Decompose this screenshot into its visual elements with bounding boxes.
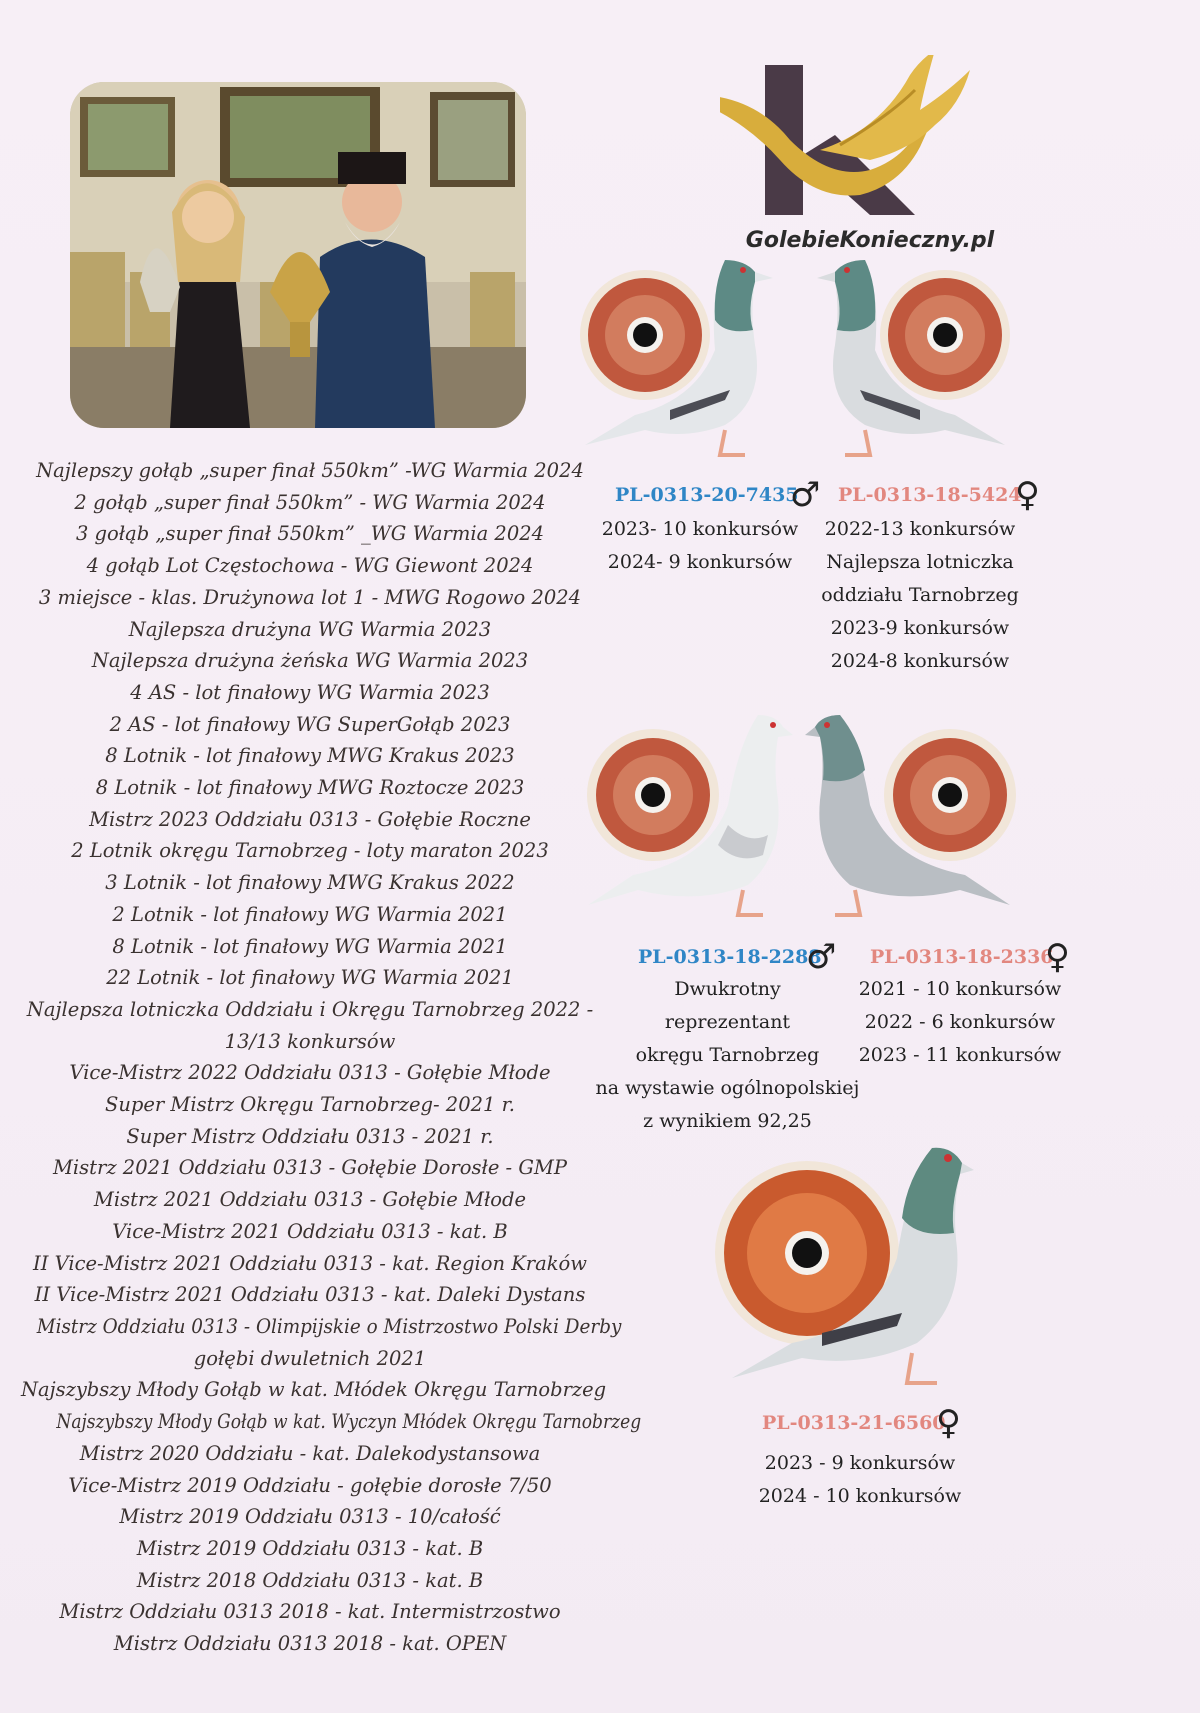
logo-text: GolebieKonieczny.pl xyxy=(745,228,995,253)
achievement-line: 8 Lotnik - lot finałowy MWG Roztocze 2023 xyxy=(95,776,525,800)
achievement-line: 13/13 konkursów xyxy=(224,1029,396,1053)
pigeon-info-5424 xyxy=(800,513,1040,678)
pigeon-ring-2336: PL-0313-18-2336 xyxy=(870,946,1054,968)
male-symbol-icon: ♂ xyxy=(806,937,837,977)
achievement-line: gołębi dwuletnich 2021 xyxy=(193,1346,427,1370)
achievement-line: 2 gołąb „super finał 550km” - WG Warmia 2024 xyxy=(74,490,546,514)
pigeon-photo-5424 xyxy=(800,250,1015,465)
achievement-line: Najlepsza lotniczka Oddziału i Okręgu Tarnobrzeg 2022 - xyxy=(26,997,594,1021)
achievement-line: Vice-Mistrz 2022 Oddziału 0313 - Gołębie Młode xyxy=(69,1061,551,1085)
female-symbol-icon: ♀ xyxy=(936,1403,961,1443)
info-line: 2023 - 11 konkursów xyxy=(858,1044,1062,1066)
achievement-line: Mistrz 2020 Oddziału - kat. Dalekodystansowa xyxy=(79,1441,541,1465)
achievement-line: Mistrz 2019 Oddziału 0313 - kat. B xyxy=(136,1536,484,1560)
achievement-line: Najlepszy gołąb „super finał 550km” -WG Warmia 2024 xyxy=(36,459,584,482)
achievement-line: Najszybszy Młody Gołąb w kat. Młódek Okręgu Tarnobrzeg xyxy=(20,1378,607,1402)
info-line: 2022-13 konkursów xyxy=(824,518,1016,540)
achievement-line: 4 AS - lot finałowy WG Warmia 2023 xyxy=(130,680,490,704)
pigeon-info-7435 xyxy=(600,513,800,579)
info-line: 2023-9 konkursów xyxy=(830,617,1010,639)
info-line: 2023 - 9 konkursów xyxy=(764,1452,956,1474)
info-line: reprezentant xyxy=(664,1011,791,1033)
achievement-line: Mistrz Oddziału 0313 2018 - kat. Intermistrzostwo xyxy=(59,1600,561,1624)
info-line: okręgu Tarnobrzeg xyxy=(635,1044,820,1066)
pigeon-photo-7435 xyxy=(575,250,790,465)
achievement-line: Najlepsza drużyna WG Warmia 2023 xyxy=(128,617,492,641)
info-line: 2024-8 konkursów xyxy=(830,650,1010,672)
achievement-line: 2 Lotnik - lot finałowy WG Warmia 2021 xyxy=(112,902,508,926)
info-line: 2022 - 6 konkursów xyxy=(864,1011,1056,1033)
achievements-list xyxy=(20,455,642,1660)
breeders-photo xyxy=(70,82,526,428)
achievement-line: 3 gołąb „super finał 550km” _WG Warmia 2024 xyxy=(75,522,545,546)
achievement-line: Mistrz 2021 Oddziału 0313 - Gołębie Młode xyxy=(93,1188,527,1212)
male-symbol-icon: ♂ xyxy=(790,475,821,515)
info-line: Dwukrotny xyxy=(674,978,781,1000)
pigeon-ring-2288: PL-0313-18-2288 xyxy=(638,946,822,968)
info-line: Najlepsza lotniczka xyxy=(826,551,1014,573)
info-line: 2023- 10 konkursów xyxy=(601,518,799,540)
achievement-line: 2 Lotnik okręgu Tarnobrzeg - loty maraton 2023 xyxy=(71,839,549,863)
achievement-line: Mistrz 2023 Oddziału 0313 - Gołębie Roczne xyxy=(89,807,531,831)
pigeon-ring-5424: PL-0313-18-5424 xyxy=(838,484,1022,506)
achievement-line: 8 Lotnik - lot finałowy MWG Krakus 2023 xyxy=(105,744,515,768)
achievement-line: 22 Lotnik - lot finałowy WG Warmia 2021 xyxy=(106,966,514,990)
female-symbol-icon: ♀ xyxy=(1045,937,1070,977)
info-line: z wynikiem 92,25 xyxy=(643,1110,812,1132)
info-line: 2024 - 10 konkursów xyxy=(758,1485,962,1507)
pigeon-info-2288 xyxy=(595,973,860,1138)
achievement-line: Super Mistrz Okręgu Tarnobrzeg- 2021 r. xyxy=(104,1093,516,1117)
achievement-line: Mistrz Oddziału 0313 2018 - kat. OPEN xyxy=(113,1632,507,1656)
achievement-line: 4 gołąb Lot Częstochowa - WG Giewont 2024 xyxy=(86,554,534,578)
pigeon-photo-2288 xyxy=(578,705,793,920)
golden-bird-icon xyxy=(720,55,970,196)
achievement-line: 2 AS - lot finałowy WG SuperGołąb 2023 xyxy=(109,712,511,736)
achievement-line: Najszybszy Młody Gołąb w kat. Wyczyn Młódek Okręgu Tarnobrzeg xyxy=(56,1410,642,1434)
achievement-line: Mistrz 2018 Oddziału 0313 - kat. B xyxy=(136,1568,484,1592)
pigeon-photo-6560 xyxy=(712,1138,982,1388)
info-line: 2021 - 10 konkursów xyxy=(858,978,1062,1000)
pigeon-info-6560 xyxy=(745,1447,975,1513)
achievement-line: Mistrz Oddziału 0313 - Olimpijskie o Mistrzostwo Polski Derby xyxy=(36,1314,622,1338)
female-symbol-icon: ♀ xyxy=(1015,475,1040,515)
achievement-line: Vice-Mistrz 2019 Oddziału - gołębie dorosłe 7/50 xyxy=(68,1473,552,1497)
achievement-line: II Vice-Mistrz 2021 Oddziału 0313 - kat. Daleki Dystans xyxy=(34,1283,586,1307)
pigeon-ring-7435: PL-0313-20-7435 xyxy=(615,484,799,506)
achievement-line: 8 Lotnik - lot finałowy WG Warmia 2021 xyxy=(112,934,508,958)
achievement-line: Super Mistrz Oddziału 0313 - 2021 r. xyxy=(126,1124,494,1148)
achievement-line: Mistrz 2019 Oddziału 0313 - 10/całość xyxy=(119,1505,501,1529)
achievement-line: II Vice-Mistrz 2021 Oddziału 0313 - kat. Region Kraków xyxy=(33,1251,587,1275)
achievement-line: 3 Lotnik - lot finałowy MWG Krakus 2022 xyxy=(105,871,515,895)
achievement-line: 3 miejsce - klas. Drużynowa lot 1 - MWG Rogowo 2024 xyxy=(38,585,582,609)
achievement-line: Vice-Mistrz 2021 Oddziału 0313 - kat. B xyxy=(112,1219,508,1243)
info-line: na wystawie ogólnopolskiej xyxy=(595,1077,860,1099)
achievement-line: Mistrz 2021 Oddziału 0313 - Gołębie Dorosłe - GMP xyxy=(52,1156,568,1180)
info-line: oddziału Tarnobrzeg xyxy=(821,584,1019,606)
pigeon-info-2336 xyxy=(850,973,1070,1072)
achievement-line: Najlepsza drużyna żeńska WG Warmia 2023 xyxy=(91,649,529,673)
pigeon-photo-2336 xyxy=(805,705,1020,920)
info-line: 2024- 9 konkursów xyxy=(607,551,793,573)
pigeon-ring-6560: PL-0313-21-6560 xyxy=(762,1412,946,1434)
